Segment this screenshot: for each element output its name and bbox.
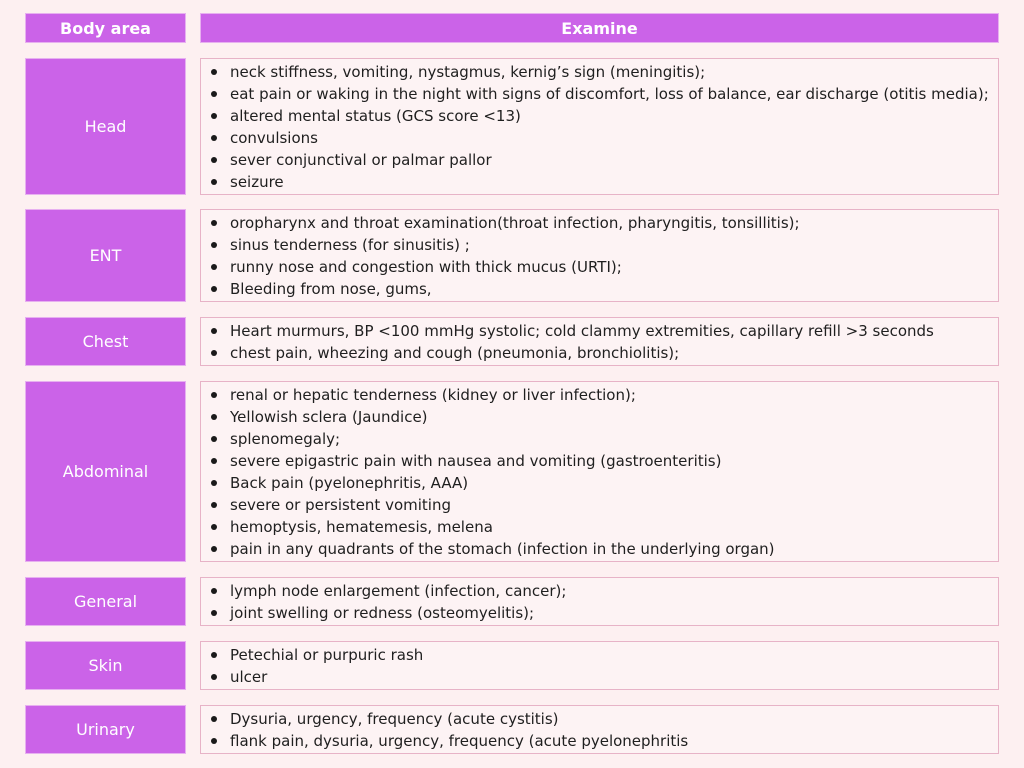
body-area-skin: Skin [25,641,186,690]
examine-cell-urinary [200,705,999,754]
finding-item: convulsions [209,127,998,149]
finding-item: chest pain, wheezing and cough (pneumonia, bronchiolitis); [209,342,998,364]
body-area-chest: Chest [25,317,186,366]
body-area-header: Body area [25,13,186,43]
body-area-ent: ENT [25,209,186,302]
findings-list [209,212,998,300]
finding-item: severe or persistent vomiting [209,494,998,516]
findings-list [209,61,998,193]
finding-item: sever conjunctival or palmar pallor [209,149,998,171]
body-area-abdominal: Abdominal [25,381,186,562]
finding-item: sinus tenderness (for sinusitis) ; [209,234,998,256]
finding-item: neck stiffness, vomiting, nystagmus, kernig’s sign (meningitis); [209,61,998,83]
finding-item: pain in any quadrants of the stomach (infection in the underlying organ) [209,538,998,560]
examine-cell-abdominal [200,381,999,562]
body-area-urinary: Urinary [25,705,186,754]
finding-item: Bleeding from nose, gums, [209,278,998,300]
finding-item: flank pain, dysuria, urgency, frequency (acute pyelonephritis [209,730,998,752]
finding-item: joint swelling or redness (osteomyelitis); [209,602,998,624]
examine-cell-general [200,577,999,626]
finding-item: lymph node enlargement (infection, cancer); [209,580,998,602]
finding-item: Dysuria, urgency, frequency (acute cystitis) [209,708,998,730]
findings-list [209,644,998,688]
finding-item: hemoptysis, hematemesis, melena [209,516,998,538]
finding-item: Petechial or purpuric rash [209,644,998,666]
finding-item: runny nose and congestion with thick mucus (URTI); [209,256,998,278]
finding-item: Yellowish sclera (Jaundice) [209,406,998,428]
examine-cell-skin [200,641,999,690]
findings-list [209,708,998,752]
examine-header: Examine [200,13,999,43]
examine-cell-ent [200,209,999,302]
finding-item: Heart murmurs, BP <100 mmHg systolic; cold clammy extremities, capillary refill >3 seconds [209,320,998,342]
finding-item: severe epigastric pain with nausea and vomiting (gastroenteritis) [209,450,998,472]
finding-item: renal or hepatic tenderness (kidney or liver infection); [209,384,998,406]
finding-item: eat pain or waking in the night with signs of discomfort, loss of balance, ear discharge (otitis media); [209,83,998,105]
findings-list [209,320,998,364]
finding-item: oropharynx and throat examination(throat infection, pharyngitis, tonsillitis); [209,212,998,234]
finding-item: seizure [209,171,998,193]
body-area-general: General [25,577,186,626]
examine-cell-head [200,58,999,195]
findings-list [209,384,998,560]
finding-item: splenomegaly; [209,428,998,450]
finding-item: ulcer [209,666,998,688]
finding-item: altered mental status (GCS score <13) [209,105,998,127]
findings-list [209,580,998,624]
body-area-head: Head [25,58,186,195]
examine-cell-chest [200,317,999,366]
finding-item: Back pain (pyelonephritis, AAA) [209,472,998,494]
